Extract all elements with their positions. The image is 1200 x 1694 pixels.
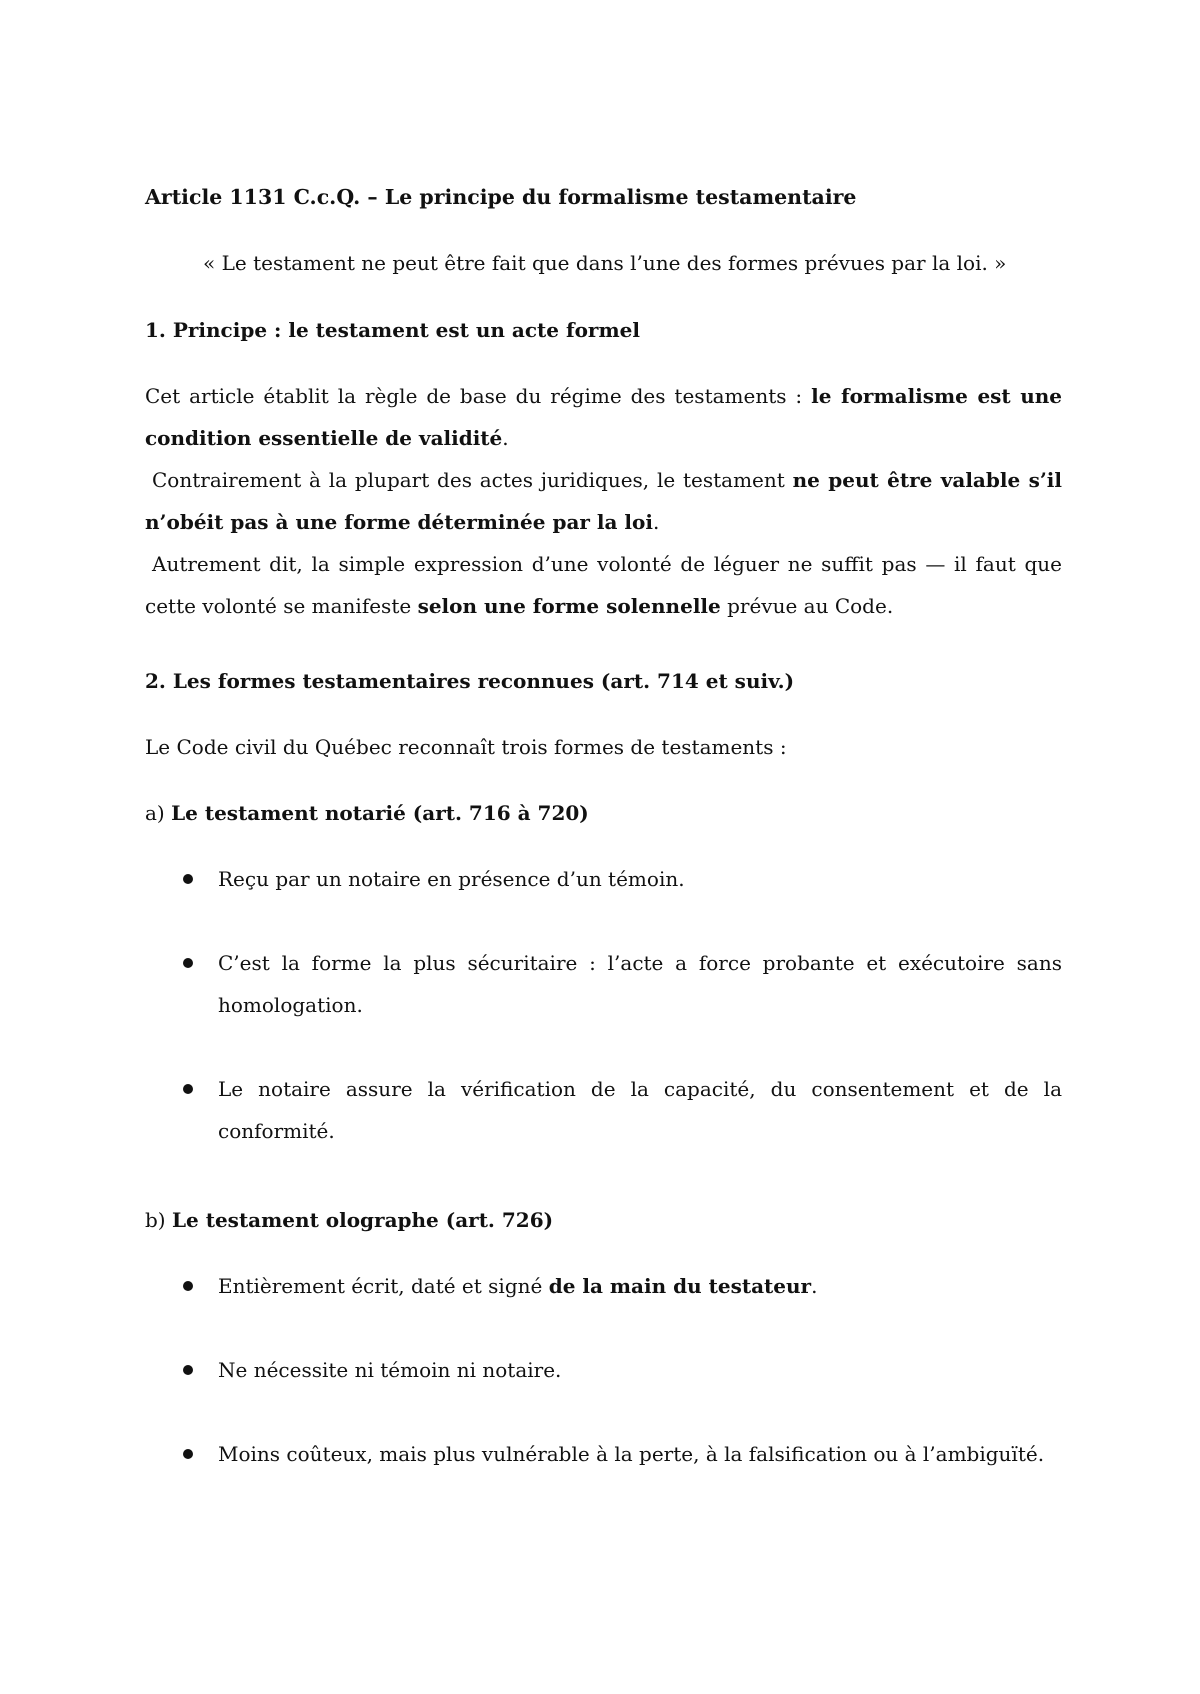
article-quote: « Le testament ne peut être fait que dans l’une des formes prévues par la loi. » bbox=[203, 251, 1007, 275]
paragraph-text: Contrairement à la plupart des actes juridiques, le testament bbox=[152, 468, 793, 492]
paragraph-text: prévue au Code. bbox=[720, 594, 894, 618]
section-1-paragraph-1 bbox=[145, 375, 1062, 459]
list-item bbox=[145, 1349, 1062, 1391]
list-item bbox=[145, 1433, 1062, 1475]
section-2-intro: Le Code civil du Québec reconnaît trois formes de testaments : bbox=[145, 735, 787, 759]
bullet-icon bbox=[183, 1365, 193, 1375]
list-item-text-part: . bbox=[811, 1274, 818, 1298]
paragraph-emphasis: ne peut être valable s’il n’obéit pas à une forme déterminée par la loi bbox=[145, 468, 1062, 534]
bullet-icon bbox=[183, 1449, 193, 1459]
paragraph-emphasis: selon une forme solennelle bbox=[417, 594, 721, 618]
bullet-icon bbox=[183, 1084, 193, 1094]
list-item bbox=[145, 942, 1062, 1026]
bullet-icon bbox=[183, 874, 193, 884]
paragraph-text: . bbox=[502, 426, 509, 450]
list-item-text: Reçu par un notaire en présence d’un témoin. bbox=[218, 867, 685, 891]
list-item-text-part: Entièrement écrit, daté et signé bbox=[218, 1274, 549, 1298]
list-item bbox=[145, 1265, 1062, 1307]
list-item-text bbox=[218, 1265, 1062, 1307]
paragraph-text: . bbox=[652, 510, 660, 534]
list-item-text: Moins coûteux, mais plus vulnérable à la perte, à la falsification ou à l’ambiguïté. bbox=[218, 1442, 1045, 1466]
list-item bbox=[145, 858, 1062, 900]
bullet-icon bbox=[183, 958, 193, 968]
list-item-emphasis: de la main du testateur bbox=[548, 1274, 812, 1298]
document-title: Article 1131 C.c.Q. – Le principe du formalisme testamentaire bbox=[145, 185, 857, 209]
paragraph-emphasis: le formalisme est une condition essentielle de validité bbox=[145, 384, 1063, 450]
paragraph-text: Autrement dit, la simple expression d’une volonté de léguer ne suffit pas — il faut que cette volonté se manifeste bbox=[145, 552, 1062, 618]
bullet-icon bbox=[183, 1281, 193, 1291]
subsection-title: Le testament notarié (art. 716 à 720) bbox=[171, 801, 589, 825]
section-2-heading: 2. Les formes testamentaires reconnues (art. 714 et suiv.) bbox=[145, 669, 795, 693]
subsection-prefix: a) bbox=[145, 801, 172, 825]
list-item bbox=[145, 1068, 1062, 1152]
list-item-text: Le notaire assure la vérification de la capacité, du consentement et de la conformité. bbox=[218, 1077, 1062, 1143]
section-1-paragraph-3 bbox=[145, 543, 1062, 627]
subsection-title: Le testament olographe (art. 726) bbox=[171, 1208, 554, 1232]
list-item-text: C’est la forme la plus sécuritaire : l’acte a force probante et exécutoire sans homologation. bbox=[218, 951, 1062, 1017]
subsection-b-heading bbox=[145, 1199, 1062, 1241]
section-1-paragraph-2 bbox=[145, 459, 1062, 543]
paragraph-text: Cet article établit la règle de base du régime des testaments : bbox=[145, 384, 812, 408]
list-item-text: Ne nécessite ni témoin ni notaire. bbox=[218, 1358, 562, 1382]
section-1-heading: 1. Principe : le testament est un acte formel bbox=[145, 318, 640, 342]
subsection-a-heading bbox=[145, 792, 1062, 834]
subsection-prefix: b) bbox=[145, 1208, 172, 1232]
